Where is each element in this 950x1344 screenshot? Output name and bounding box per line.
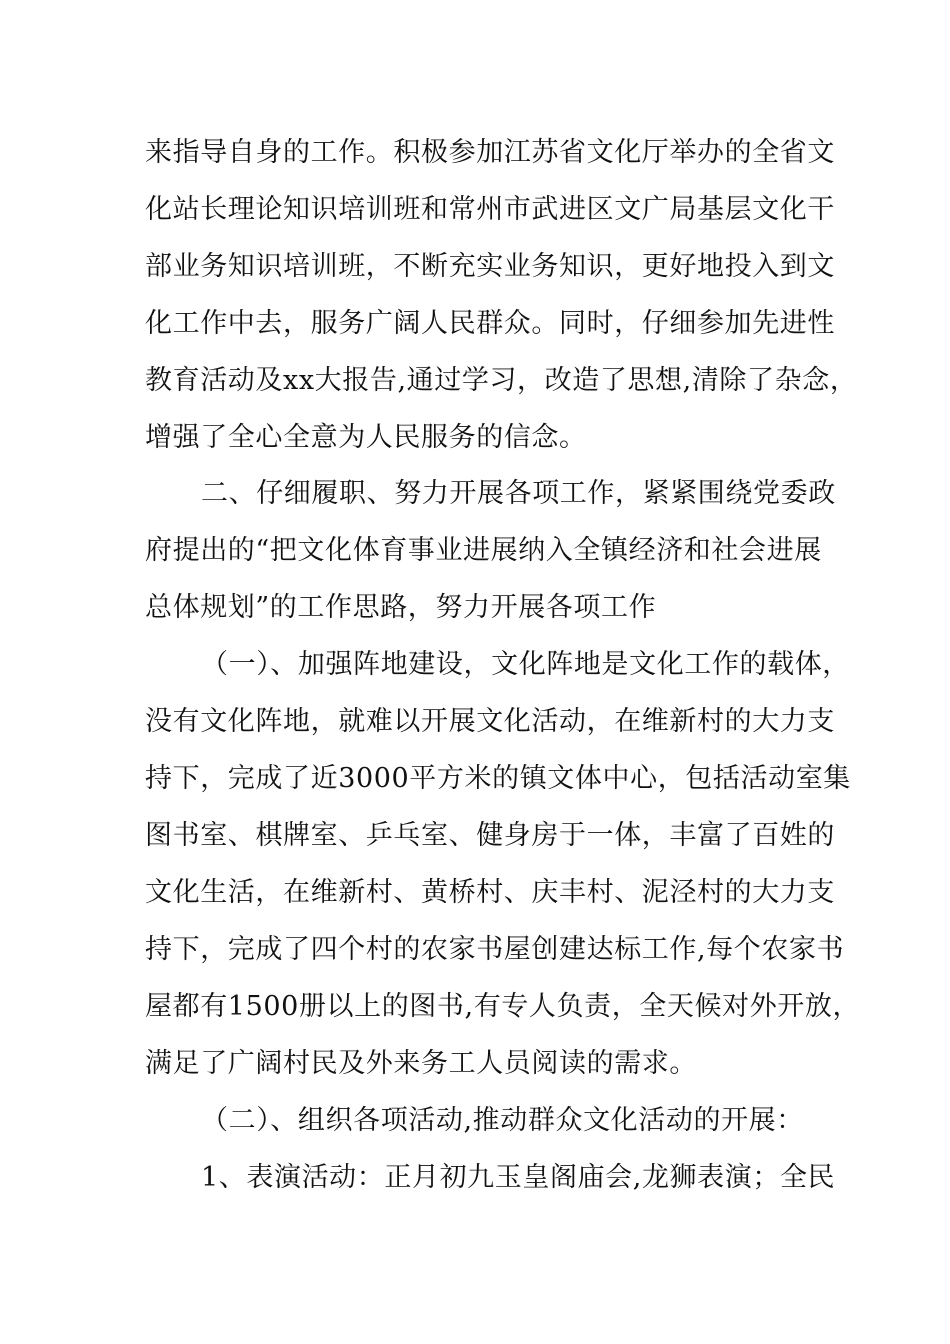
text-line: 1、表演活动：正月初九玉皇阁庙会,龙狮表演；全民: [201, 1162, 836, 1193]
text-line: 图书室、棋牌室、乒乓室、健身房于一体，丰富了百姓的: [145, 820, 835, 851]
text-line: 满足了广阔村民及外来务工人员阅读的需求。: [145, 1048, 697, 1079]
text-line: 文化生活，在维新村、黄桥村、庆丰村、泥泾村的大力支: [145, 877, 835, 908]
text-line: 府提出的“把文化体育事业进展纳入全镇经济和社会进展: [145, 535, 822, 566]
text-line: 增强了全心全意为人民服务的信念。: [145, 422, 587, 453]
text-line: 来指导自身的工作。积极参加江苏省文化厅举办的全省文: [145, 137, 835, 168]
text-line: 化工作中去，服务广阔人民群众。同时，仔细参加先进性: [145, 308, 835, 339]
text-line: 教育活动及xx大报告,通过学习，改造了思想,清除了杂念，: [145, 365, 858, 396]
text-line: 持下，完成了四个村的农家书屋创建达标工作,每个农家书: [145, 934, 845, 965]
text-line: （一）、加强阵地建设，文化阵地是文化工作的载体，: [201, 649, 850, 680]
text-line: 没有文化阵地，就难以开展文化活动，在维新村的大力支: [145, 706, 835, 737]
text-line: 二、仔细履职、努力开展各项工作，紧紧围绕党委政: [201, 478, 836, 509]
text-line: （二）、组织各项活动,推动群众文化活动的开展：: [201, 1105, 804, 1136]
text-line: 持下，完成了近3000平方米的镇文体中心，包括活动室集: [145, 763, 851, 794]
text-line: 总体规划”的工作思路，努力开展各项工作: [145, 592, 657, 623]
text-line: 化站长理论知识培训班和常州市武进区文广局基层文化干: [145, 194, 835, 225]
text-line: 屋都有1500册以上的图书,有专人负责，全天候对外开放，: [145, 991, 861, 1022]
text-line: 部业务知识培训班，不断充实业务知识，更好地投入到文: [145, 251, 835, 282]
